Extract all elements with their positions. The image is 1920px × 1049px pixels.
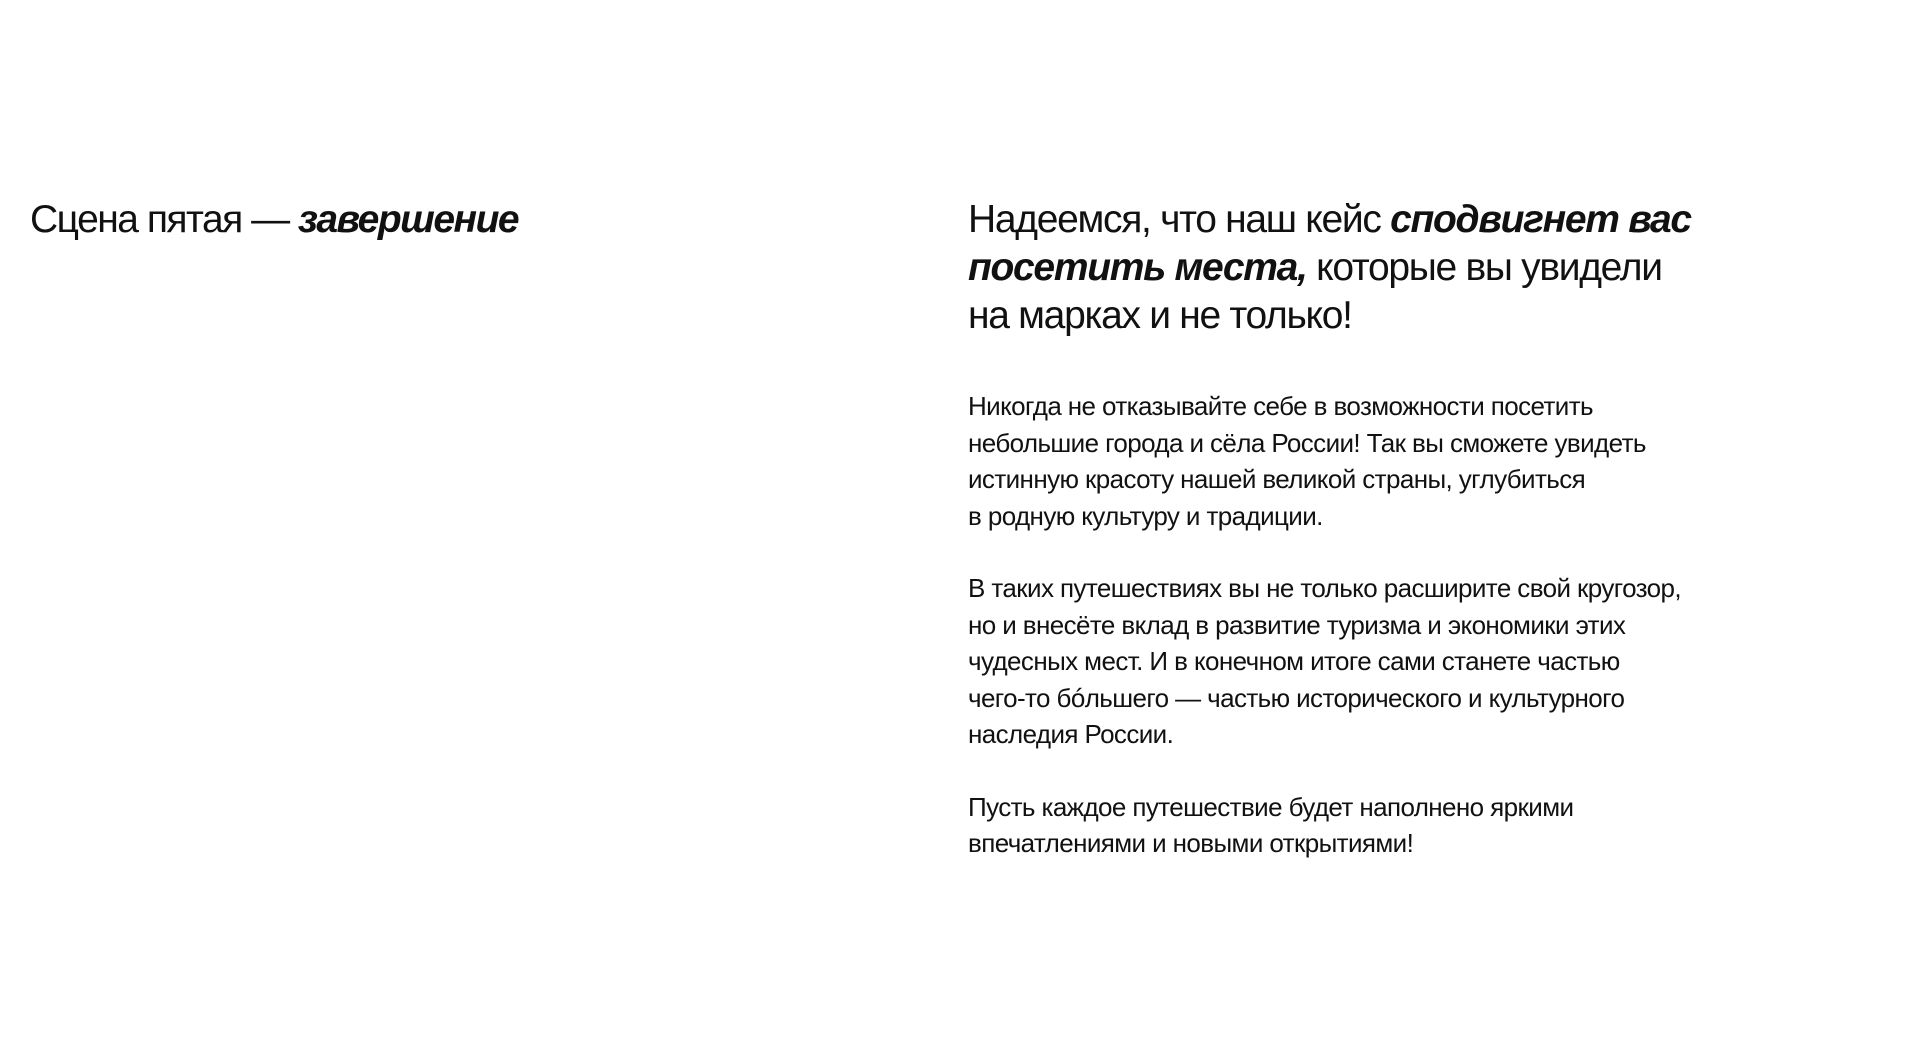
- scene-title: [30, 196, 518, 244]
- headline-text: которые вы увидели: [1306, 246, 1662, 289]
- paragraph-line: чудесных мест. И в конечном итоге сами станете частью: [968, 646, 1620, 676]
- paragraph-visit: [968, 388, 1788, 534]
- paragraph-line: Никогда не отказывайте себе в возможности посетить: [968, 391, 1593, 421]
- paragraph-line: в родную культуру и традиции.: [968, 500, 1323, 531]
- paragraph-line: впечатлениями и новыми открытиями!: [968, 828, 1414, 858]
- scene-title-emphasis: завершение: [297, 198, 519, 241]
- headline-emphasis: сподвигнет вас: [1390, 198, 1691, 241]
- headline-line-1: [968, 196, 1788, 244]
- paragraph-wish: [968, 789, 1788, 862]
- closing-content: [968, 196, 1788, 898]
- scene-title-prefix: Сцена пятая —: [30, 198, 298, 241]
- headline-text: Надеемся, что наш кейс: [968, 198, 1391, 241]
- paragraph-line: чего-то бóльшего — частью исторического и культурного: [968, 682, 1625, 713]
- paragraph-line: Пусть каждое путешествие будет наполнено яркими: [968, 791, 1574, 822]
- headline-emphasis: посетить места,: [968, 246, 1307, 289]
- paragraph-line: В таких путешествиях вы не только расширите свой кругозор,: [968, 573, 1682, 603]
- paragraph-line: истинную красоту нашей великой страны, углубиться: [968, 464, 1586, 494]
- paragraph-line: но и внесёте вклад в развитие туризма и экономики этих: [968, 609, 1626, 640]
- paragraph-travel: [968, 570, 1788, 753]
- paragraph-line: небольшие города и сёла России! Так вы сможете увидеть: [968, 427, 1646, 458]
- headline-line-3: на марках и не только!: [968, 294, 1352, 337]
- headline-line-2: [968, 244, 1788, 292]
- paragraph-line: наследия России.: [968, 719, 1174, 749]
- headline: [968, 196, 1788, 340]
